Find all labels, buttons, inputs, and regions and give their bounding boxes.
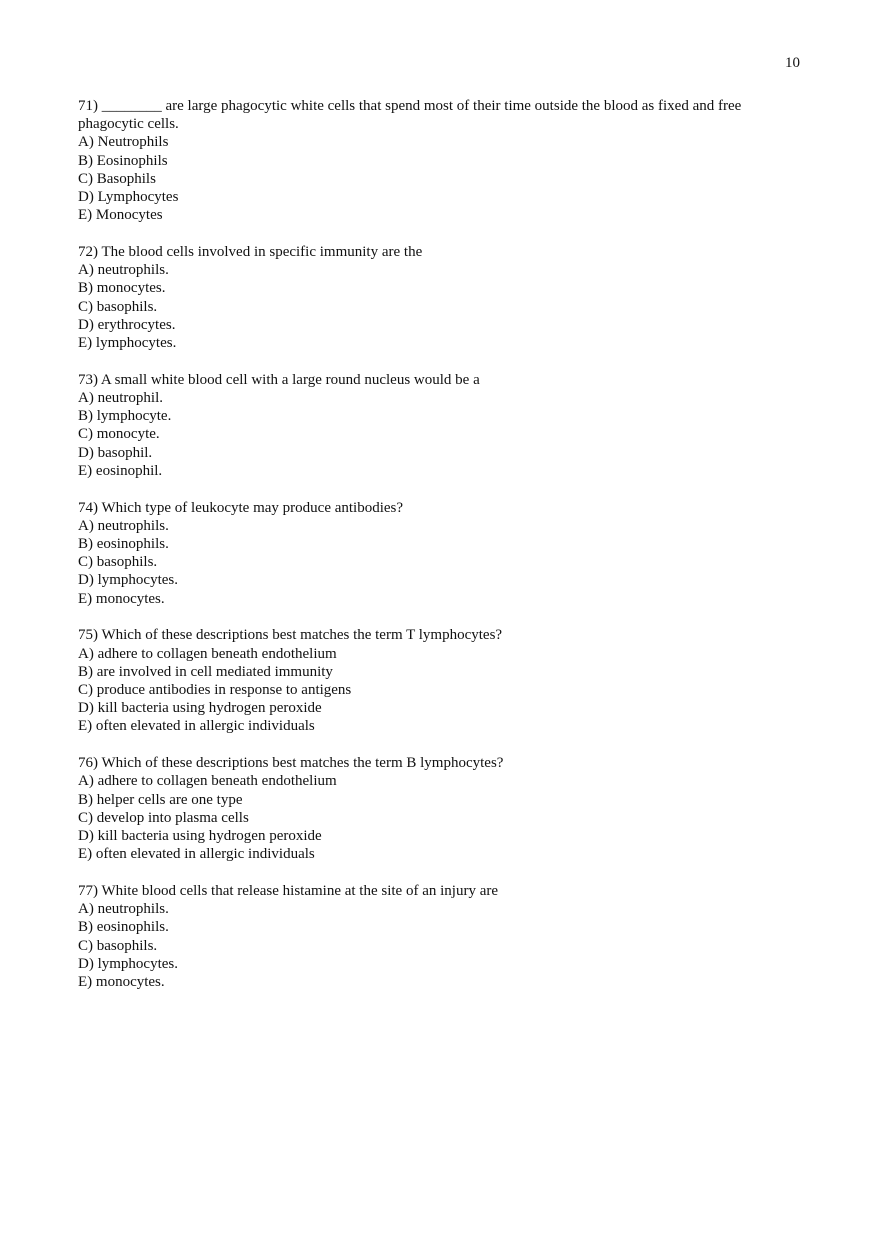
choice-b: B) helper cells are one type: [78, 791, 243, 808]
choice-c: C) monocyte.: [78, 426, 160, 443]
choice-a: A) adhere to collagen beneath endothelium: [78, 645, 337, 662]
choice-d: D) erythrocytes.: [78, 316, 176, 333]
choice-a: A) neutrophils.: [78, 517, 169, 534]
question-stem: 71) ________ are large phagocytic white cells that spend most of their time outside the blood as fixed and free phagocytic cells.: [78, 98, 742, 133]
question-71: [78, 97, 808, 224]
question-list: [78, 97, 808, 1010]
choice-d: D) lymphocytes.: [78, 572, 178, 589]
choice-a: A) Neutrophils: [78, 134, 169, 151]
choice-a: A) neutrophils.: [78, 262, 169, 279]
question-77: [78, 882, 808, 991]
question-stem: 76) Which of these descriptions best matches the term B lymphocytes?: [78, 755, 504, 772]
question-74: [78, 499, 808, 608]
choice-d: D) basophil.: [78, 444, 153, 461]
choice-e: E) often elevated in allergic individuals: [78, 846, 315, 863]
choice-d: D) Lymphocytes: [78, 189, 179, 206]
question-72: [78, 243, 808, 352]
choice-e: E) monocytes.: [78, 974, 165, 991]
question-stem: 75) Which of these descriptions best matches the term T lymphocytes?: [78, 627, 503, 644]
choice-b: B) eosinophils.: [78, 919, 169, 936]
choice-e: E) monocytes.: [78, 590, 165, 607]
choice-b: B) lymphocyte.: [78, 408, 172, 425]
question-stem: 77) White blood cells that release histamine at the site of an injury are: [78, 883, 498, 900]
choice-b: B) eosinophils.: [78, 536, 169, 553]
choice-a: A) neutrophils.: [78, 901, 169, 918]
choice-b: B) are involved in cell mediated immunity: [78, 663, 333, 680]
choice-a: A) neutrophil.: [78, 390, 163, 407]
choice-e: E) Monocytes: [78, 207, 163, 224]
question-76: [78, 754, 808, 863]
question-73: [78, 371, 808, 480]
question-75: [78, 626, 808, 735]
choice-d: D) kill bacteria using hydrogen peroxide: [78, 700, 322, 717]
choice-b: B) monocytes.: [78, 280, 166, 297]
choice-c: C) produce antibodies in response to antigens: [78, 682, 352, 699]
choice-c: C) develop into plasma cells: [78, 809, 249, 826]
choice-c: C) basophils.: [78, 298, 158, 315]
choice-c: C) basophils.: [78, 554, 158, 571]
page-number: 10: [785, 55, 800, 71]
choice-e: E) often elevated in allergic individuals: [78, 718, 315, 735]
choice-a: A) adhere to collagen beneath endothelium: [78, 773, 337, 790]
choice-c: C) Basophils: [78, 170, 156, 187]
choice-d: D) kill bacteria using hydrogen peroxide: [78, 828, 322, 845]
choice-e: E) eosinophil.: [78, 462, 163, 479]
question-stem: 74) Which type of leukocyte may produce antibodies?: [78, 499, 404, 516]
question-stem: 73) A small white blood cell with a large round nucleus would be a: [78, 371, 480, 388]
choice-d: D) lymphocytes.: [78, 955, 178, 972]
question-stem: 72) The blood cells involved in specific immunity are the: [78, 244, 423, 261]
choice-c: C) basophils.: [78, 937, 158, 954]
choice-e: E) lymphocytes.: [78, 335, 177, 352]
choice-b: B) Eosinophils: [78, 152, 168, 169]
